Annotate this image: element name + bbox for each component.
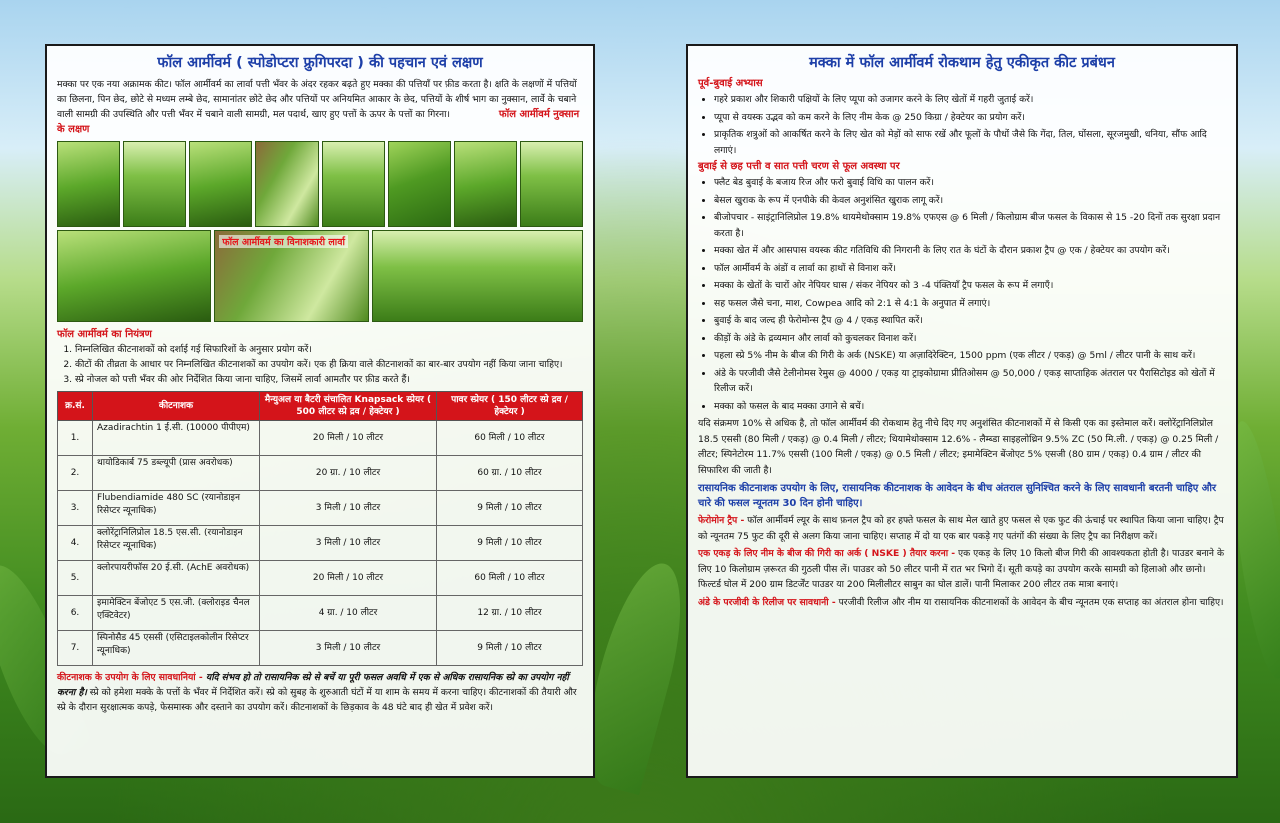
table-row: 7. स्पिनोसैड 45 एससी (एसिटाइलकोलीन रिसेप्टर न्यूनाधिक) 3 मिली / 10 लीटर 9 मिली / 10 लीटर	[58, 631, 583, 666]
list-item: • गहरे प्रकाश और शिकारी पक्षियों के लिए प्यूपा को उजागर करने के लिए खेतों में गहरी जुताई करें।	[714, 92, 1226, 108]
nske-label: एक एकड़ के लिए नीम के बीज की गिरी का अर्क ( NSKE ) तैयार करना -	[698, 548, 956, 559]
larva-photo-label: फॉल आर्मीवर्म का विनाशकारी लार्वा	[219, 235, 348, 248]
larva-photo	[214, 230, 368, 322]
ipm-title: मक्का में फॉल आर्मीवर्म रोकथाम हेतु एकीकृत कीट प्रबंधन	[809, 55, 1115, 71]
list-item: • प्राकृतिक शत्रुओं को आकर्षित करने के लिए खेत को मेड़ों को साफ रखें और फूलों के पौधों जैसे कि गेंदा, तिल, घोंसला, सूरजमुखी, धनिया, सौंफ आदि लगाएं।	[714, 127, 1226, 158]
damage-symptoms-label: फॉल आर्मीवर्म नुक्सान के लक्षण	[57, 109, 580, 135]
damage-photo	[454, 141, 517, 227]
egg-parasitoid-paragraph: अंडे के परजीवी के रिलीज पर सावधानी - परजीवी रिलीज और नीम या रासायनिक कीटनाशकों के आवेदन के बीच न्यूनतम एक सप्ताह का अंतराल होना चाहिए।	[698, 596, 1224, 608]
insecticide-table	[57, 391, 583, 666]
larva-photo	[372, 230, 583, 322]
table-header-insecticide: कीटनाशक	[93, 392, 260, 421]
list-item: • मक्का खेत में और आसपास वयस्क कीट गतिविधि की निगरानी के लिए रात के घंटों के दौरान प्रकाश ट्रैप @ एक / हेक्टेयर का उपयोग करें।	[714, 243, 1226, 259]
damage-photo	[322, 141, 385, 227]
list-item: • बीजोपचार - साइंट्रानिलिप्रोल 19.8% थायमेथोक्साम 19.8% एफएस @ 6 मिली / किलोग्राम बीज फसल के विकास से 15 -20 दिनों तक सुरक्षा प्रदान करता है।	[714, 210, 1226, 241]
damage-photo	[57, 141, 120, 227]
pre-sowing-heading: पूर्व-बुवाई अभ्यास	[698, 78, 763, 89]
pheromone-trap-paragraph: फेरोमोन ट्रैप - फॉल आर्मीवर्म ल्यूर के साथ फ़नल ट्रैप को हर हफ्ते फसल के साथ मेल खाते हुए फसल से एक फुट की ऊंचाई पर स्थापित किया जाना चाहिए। ट्रैप को न्यूनतम 75 फुट की दूरी से अलग किया जाना चाहिए। सप्ताह में दो या एक बार पकड़े गए पतंगों की संख्या के लिए ट्रैप का निरीक्षण करें।	[698, 515, 1224, 542]
list-item: • सह फसल जैसे चना, माश, Cowpea आदि को 2:1 से 4:1 के अनुपात में लगाएं।	[714, 296, 1226, 312]
list-item: • कीड़ों के अंडे के द्रव्यमान और लार्वा को कुचलकर विनाश करें।	[714, 331, 1226, 347]
table-row: 6. इमामेक्टिन बेंजोएट 5 एस.जी. (क्लोराइड चैनल एक्टिवेटर) 4 ग्रा. / 10 लीटर 12 ग्रा. / 10 लीटर	[58, 596, 583, 631]
damage-photo	[388, 141, 451, 227]
list-item: • बेसल खुराक के रूप में एनपीके की केवल अनुशंसित खुराक लागू करें।	[714, 193, 1226, 209]
damage-photo	[189, 141, 252, 227]
control-item: 1. निम्नलिखित कीटनाशकों को दर्शाई गई सिफारिशों के अनुसार प्रयोग करें।	[75, 342, 583, 357]
ipm-panel	[686, 44, 1238, 778]
damage-photo	[255, 141, 318, 227]
insecticide-precautions	[57, 670, 583, 715]
damage-photo	[520, 141, 583, 227]
larva-photo-strip	[57, 230, 583, 322]
table-row: 3. Flubendiamide 480 SC (रयानोडाइन रिसेप्टर न्यूनाधिक) 3 मिली / 10 लीटर 9 मिली / 10 लीटर	[58, 491, 583, 526]
identification-title: फॉल आर्मीवर्म ( स्पोडोप्टरा फ्रुगिपरदा ) की पहचान एवं लक्षण	[157, 55, 483, 71]
list-item: • फ्लैट बेड बुवाई के बजाय रिज और फरो बुवाई विधि का पालन करें।	[714, 175, 1226, 191]
pre-sowing-list	[698, 92, 1226, 158]
control-item: 3. स्प्रे नोजल को पत्ती भँवर की ओर निर्देशित किया जाना चाहिए, जिसमें लार्वा आमतौर पर फ़ीड करते हैं।	[75, 372, 583, 387]
table-row: 2. थायोडिकार्ब 75 डब्ल्यूपी (प्रास अवरोधक) 20 ग्रा. / 10 लीटर 60 ग्रा. / 10 लीटर	[58, 456, 583, 491]
list-item: • पहला स्प्रे 5% नीम के बीज की गिरी के अर्क (NSKE) या अज़ादिरेक्टिन, 1500 ppm (एक लीटर / एकड़) @ 5ml / लीटर पानी के साथ करें।	[714, 348, 1226, 364]
sowing-stage-list	[698, 175, 1226, 414]
larva-photo	[57, 230, 211, 322]
list-item: • मक्का के खेतों के चारों ओर नेपियर घास / संकर नेपियर को 3 -4 पंक्तियाँ ट्रैप फसल के रूप में लगाएँ।	[714, 278, 1226, 294]
list-item: • मक्का को फसल के बाद मक्का उगाने से बचें।	[714, 399, 1226, 415]
identification-intro: मक्का पर एक नया अक्रामक कीट। फॉल आर्मीवर्म का लार्वा पत्ती भँवर के अंदर रहकर बढ़ते हुए मक्का की पत्तियाँ पर फ़ीड करता है। क्षति के लक्षणों में पत्तियों का छिलना, पिन छेद, छोटे से मध्यम लम्बे छेद, सामानांतर छोटे छेद और पत्तियों पर अनियमित आकार के छेद, पत्तियों के शीर्ष भाग का नुक्सान, लार्वे के चबाने वाली सामग्री की उपस्थिति और पत्ती भँवर में चबाने वाली सामग्री, मल पदार्थ, खाए हुए पत्तों के ऊपर के पत्तों का गिरना। फॉल आर्मीवर्म नुक्सान के लक्षण	[57, 79, 580, 135]
table-header-power-sprayer: पावर स्प्रेयर ( 150 लीटर स्प्रे द्रव / हेक्टेयर )	[437, 392, 583, 421]
list-item: • अंडे के परजीवी जैसे टेलीनोमस रेमुस @ 4000 / एकड़ या ट्राइकोग्रामा प्रीतिओसम @ 50,000 / एकड़ साप्ताहिक अंतराल पर पैरासिटोइड को खेतों में रिलीज करें।	[714, 366, 1226, 397]
nske-paragraph: एक एकड़ के लिए नीम के बीज की गिरी का अर्क ( NSKE ) तैयार करना - एक एकड़ के लिए 10 किलो बीज गिरी की आवश्यकता होती है। पाउडर बनाने के लिए 10 किलोग्राम ज़रूरत की गुठली पीस लें। पाउडर को 50 लीटर पानी में रात भर भिगो दें। सूती कपड़े का उपयोग करके सामग्री को हिलाओ और छानो। फिल्टर्ड घोल में 200 ग्राम डिटर्जेंट पाउडर या 200 मिलीलीटर साबुन का घोल डालें। पानी मिलाकर 200 लीटर तक मात्रा बनाएं।	[698, 548, 1225, 590]
egg-parasitoid-label: अंडे के परजीवी के रिलीज पर सावधानी -	[698, 596, 836, 608]
control-heading: फॉल आर्मीवर्म का नियंत्रण	[57, 329, 152, 340]
damage-photo-strip	[57, 141, 583, 227]
table-row: 5. क्लोरपायरीफॉस 20 ई.सी. (AchE अवरोधक) 20 मिली / 10 लीटर 60 मिली / 10 लीटर	[58, 561, 583, 596]
list-item: • फॉल आर्मीवर्म के अंडों व लार्वा का हाथों से विनाश करें।	[714, 261, 1226, 277]
precaution-emphasis: यदि संभव हो तो रासायनिक स्प्रे से बचें या पूरी फसल अवधि में एक से अधिक रासायनिक स्प्रे का उपयोग नहीं करना है।	[57, 672, 569, 698]
table-header-knapsack: मैन्युअल या बैटरी संचालित Knapsack स्प्रेयर ( 500 लीटर स्प्रे द्रव / हेक्टेयर )	[260, 392, 437, 421]
control-item: 2. कीटों की तीव्रता के आधार पर निम्नलिखित कीटनाशकों का उपयोग करें। एक ही क्रिया वाले कीटनाशकों का बार-बार उपयोग नहीं किया जाना चाहिए।	[75, 357, 583, 372]
precaution-text: स्प्रे को हमेशा मक्के के पत्तों के भँवर में निर्देशित करें। स्प्रे को सुबह के शुरुआती घंटों में या शाम के समय में करना चाहिए। कीटनाशकों की तैयारी और स्प्रे के दौरान सुरक्षात्मक कपड़े, फेसमास्क और दस्ताने का उपयोग करें। कीटनाशकों के छिड़काव के 48 घंटे बाद ही खेत में प्रवेश करें।	[57, 687, 577, 713]
precaution-label: कीटनाशक के उपयोग के लिए सावधानियां -	[57, 672, 203, 683]
damage-photo	[123, 141, 186, 227]
list-item: • प्यूपा से वयस्क उद्भव को कम करने के लिए नीम केक @ 250 किग्रा / हेक्टेयर का प्रयोग करें।	[714, 110, 1226, 126]
table-header-serial: क्र.सं.	[58, 392, 93, 421]
table-row: 1. Azadirachtin 1 ई.सी. (10000 पीपीएम) 20 मिली / 10 लीटर 60 मिली / 10 लीटर	[58, 421, 583, 456]
identification-panel	[45, 44, 595, 778]
pheromone-trap-label: फेरोमोन ट्रैप -	[698, 515, 745, 526]
infestation-paragraph: यदि संक्रमण 10% से अधिक है, तो फॉल आर्मीवर्म की रोकथाम हेतु नीचे दिए गए अनुशंसित कीटनाशकों में से किसी एक का इस्तेमाल करें। क्लोरेंट्रानिलिप्रोल 18.5 एससी (80 मिली / एकड़) @ 0.4 मिली / लीटर; थियामेथोक्साम 12.6% - लैम्ब्डा साइहलोथ्रिन 9.5% ZC (50 मि.ली. / एकड़) @ 0.25 मिली / लीटर; स्पिनेटोरम 11.7% एससी (100 मिली / एकड़) @ 0.5 मिली / लीटर; इमामेक्टिन बेंजोएट 5% एसजी (80 ग्राम / एकड़) 0.4 ग्राम / लीटर की सिफारिश की जाती है।	[698, 418, 1219, 476]
control-list	[57, 342, 583, 387]
interval-warning: रासायनिक कीटनाशक उपयोग के लिए, रासायनिक कीटनाशक के आवेदन के बीच अंतराल सुनिश्चित करने के लिए सावधानी बरतनी चाहिए और चारे की फसल न्यूनतम 30 दिन होनी चाहिए।	[698, 483, 1217, 509]
sowing-stage-heading: बुवाई से छह पत्ती व सात पत्ती चरण से फूल अवस्था पर	[698, 161, 900, 172]
list-item: • बुवाई के बाद जल्द ही फेरोमोन्स ट्रैप @ 4 / एकड़ स्थापित करें।	[714, 313, 1226, 329]
table-row: 4. क्लोरेंट्रानिलिप्रोल 18.5 एस.सी. (रयानोडाइन रिसेप्टर न्यूनाधिक) 3 मिली / 10 लीटर 9 मिली / 10 लीटर	[58, 526, 583, 561]
